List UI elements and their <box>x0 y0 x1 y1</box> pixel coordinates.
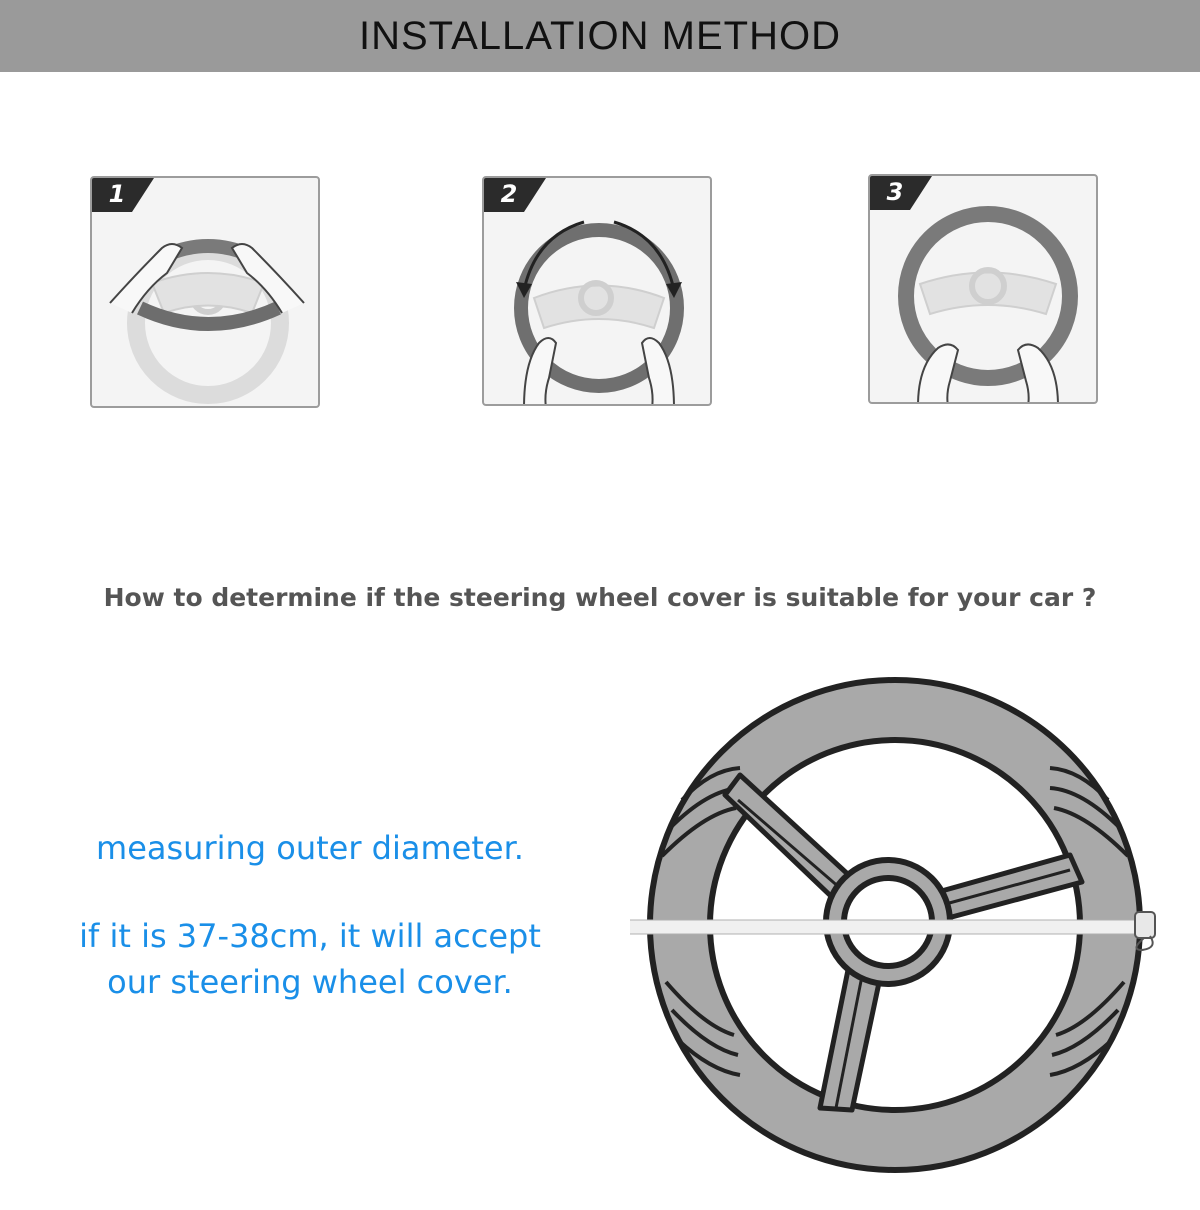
step-1-number: 1 <box>108 180 126 208</box>
instruction-size-line2: our steering wheel cover. <box>107 963 513 1001</box>
step-3-card <box>868 174 1098 404</box>
instruction-size-line1: if it is 37-38cm, it will accept <box>79 917 541 955</box>
step-2-number: 2 <box>500 180 518 208</box>
header-banner <box>0 0 1200 72</box>
steering-wheel-diagram <box>630 650 1190 1210</box>
step-3-number: 3 <box>886 178 904 206</box>
step-2-card <box>482 176 712 406</box>
step-1-card <box>90 176 320 408</box>
instruction-measure: measuring outer diameter. <box>96 829 524 867</box>
page-title: INSTALLATION METHOD <box>358 14 841 58</box>
suitability-question: How to determine if the steering wheel cover is suitable for your car ? <box>103 583 1097 612</box>
step-1-illustration <box>92 178 320 408</box>
step-3-illustration <box>870 176 1098 404</box>
step-2-illustration <box>484 178 712 406</box>
